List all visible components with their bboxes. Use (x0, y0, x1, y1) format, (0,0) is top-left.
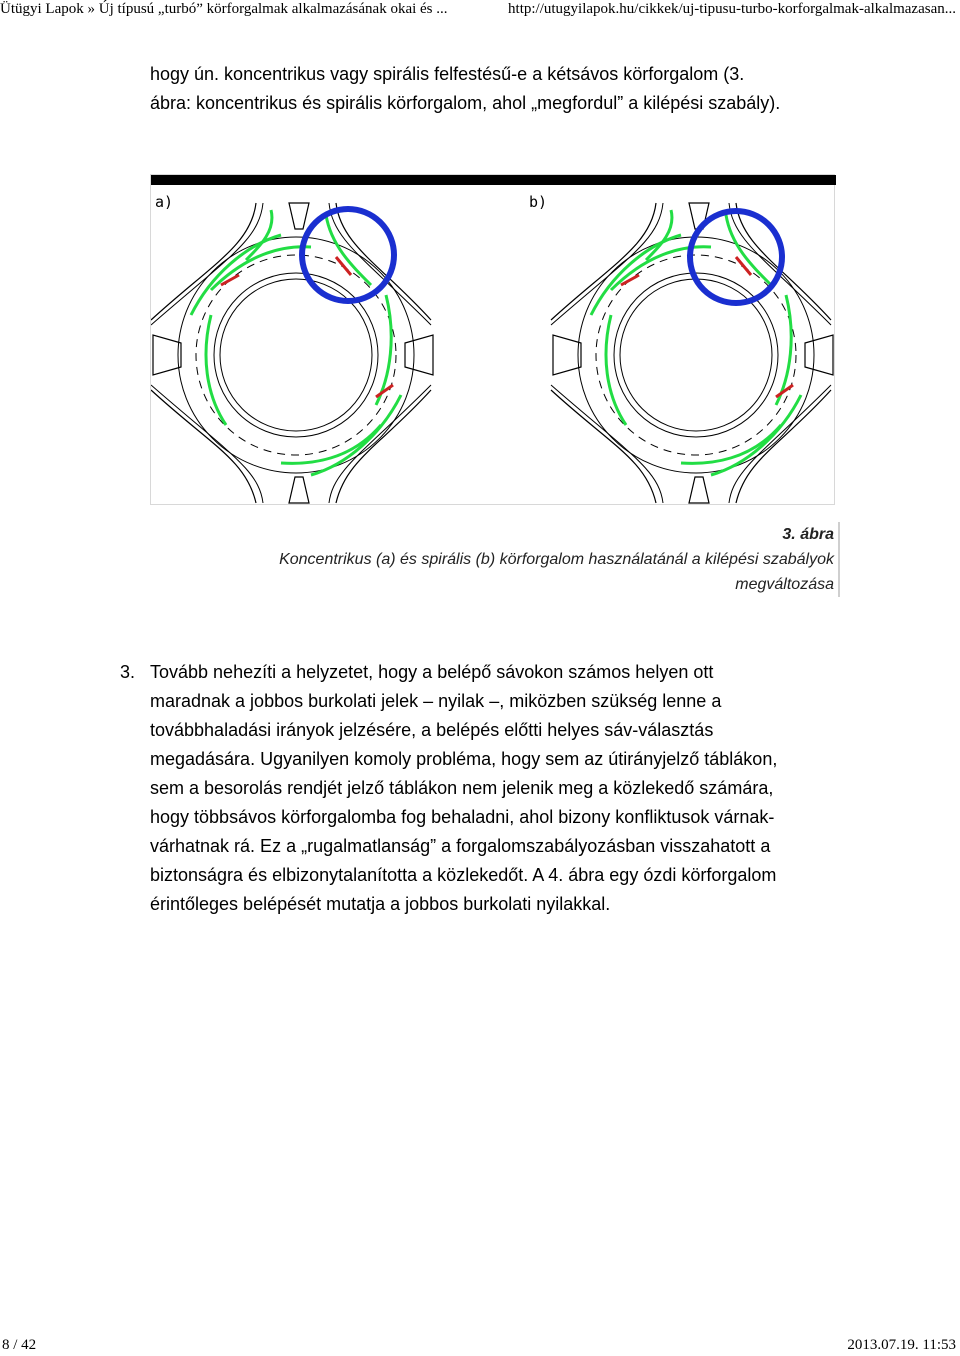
paragraph-line: ábra: koncentrikus és spirális körforgalom, ahol „megfordul” a kilépési szabály). (150, 93, 781, 113)
caption-line: megváltozása (735, 576, 834, 593)
figure-caption (200, 522, 840, 597)
highlight-circle-a (302, 209, 394, 301)
paragraph-line: megadására. Ugyanilyen komoly probléma, hogy sem az útirányjelző táblákon, (150, 749, 778, 769)
label-a: a) (155, 193, 174, 211)
list-number: 3. (120, 662, 136, 682)
roundabout-b (551, 203, 833, 503)
print-header (0, 0, 960, 20)
paragraph-line: Tovább nehezíti a helyzetet, hogy a belépő sávokon számos helyen ott (150, 662, 714, 682)
paragraph-line: maradnak a jobbos burkolati jelek – nyilak –, miközben szükség lenne a (150, 691, 722, 711)
print-datetime: 2013.07.19. 11:53 (847, 1337, 956, 1353)
label-b: b) (529, 193, 548, 211)
point-3-paragraph (120, 658, 840, 919)
caption-line: Koncentrikus (a) és spirális (b) körforgalom használatánál a kilépési szabályok (279, 551, 834, 568)
figure-number: 3. ábra (782, 526, 834, 543)
page-title: Ütügyi Lapok » Új típusú „turbó” körforgalmak alkalmazásának okai és ... (0, 1, 448, 17)
roundabout-diagram (151, 175, 836, 506)
paragraph-line: várhatnak rá. Ez a „rugalmatlanság” a forgalomszabályozásban visszahatott a (150, 836, 771, 856)
paragraph-line: hogy ún. koncentrikus vagy spirális felfestésű-e a kétsávos körforgalom (3. (150, 64, 745, 84)
print-footer (0, 1336, 960, 1356)
paragraph-line: sem a besorolás rendjét jelző táblákon nem jelenik meg a közlekedő számára, (150, 778, 774, 798)
page-number: 8 / 42 (2, 1337, 37, 1353)
paragraph-line: érintőleges belépését mutatja a jobbos burkolati nyilakkal. (150, 894, 611, 914)
paragraph-line: biztonságra és elbizonytalanította a közlekedőt. A 4. ábra egy ózdi körforgalom (150, 865, 777, 885)
roundabout-a (151, 203, 433, 503)
intro-paragraph (150, 60, 850, 118)
paragraph-line: hogy többsávos körforgalomba fog behaladni, ahol bizony konfliktusok várnak- (150, 807, 775, 827)
paragraph-line: továbbhaladási irányok jelzésére, a belépés előtti helyes sáv-választás (150, 720, 714, 740)
roundabout-figure (150, 174, 835, 505)
page-url: http://utugyilapok.hu/cikkek/uj-tipusu-turbo-korforgalmak-alkalmazasan... (508, 1, 956, 17)
